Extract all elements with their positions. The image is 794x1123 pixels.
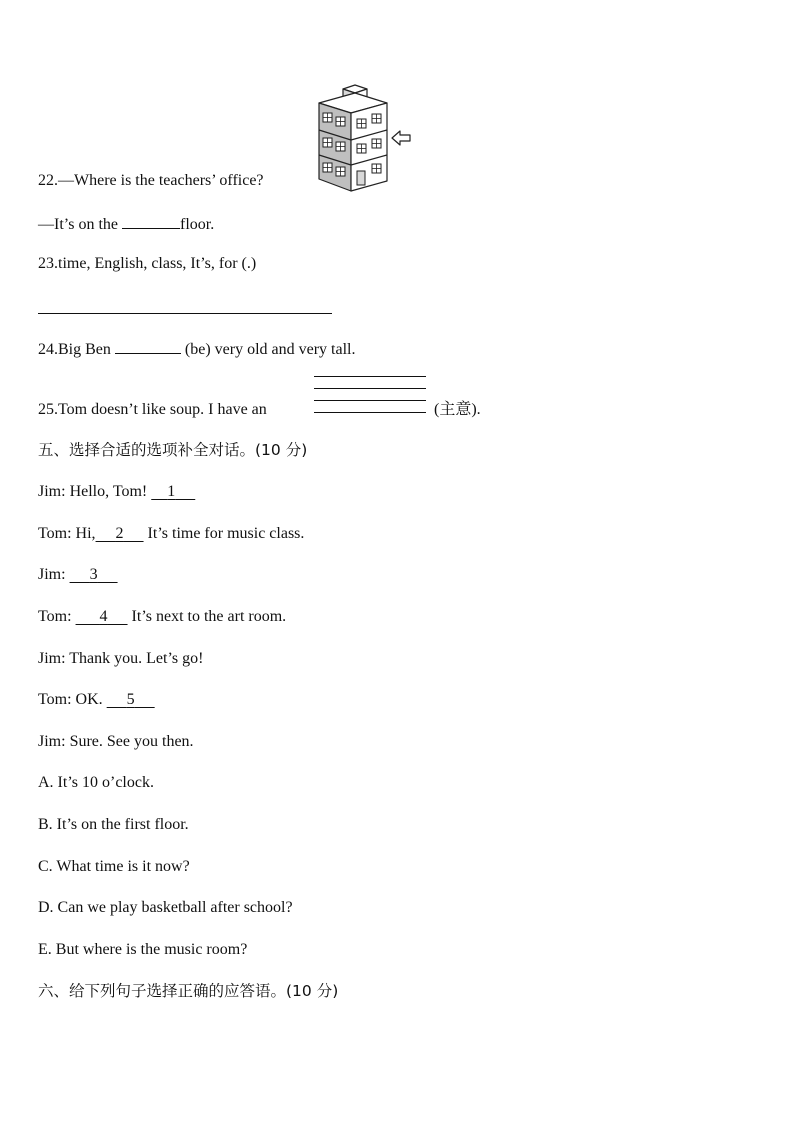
question-25-hint — [434, 400, 481, 420]
option-b — [38, 815, 189, 835]
blank-number: 3 — [89, 566, 98, 583]
option-e — [38, 940, 247, 960]
section-6-title-text: 六、给下列句子选择正确的应答语。(10 分) — [38, 982, 339, 1000]
dialog-text: Sure. See you then. — [69, 733, 194, 750]
dialog-line — [38, 690, 155, 710]
answer-line — [314, 376, 426, 377]
option-d — [38, 898, 293, 918]
dialog-line — [38, 482, 195, 502]
option-text: D. Can we play basketball after school? — [38, 899, 293, 916]
question-24-suffix: (be) very old and very tall. — [184, 341, 356, 358]
question-25-prefix: 25.Tom doesn’t like soup. I have an — [38, 401, 267, 418]
dialog-blank[interactable] — [96, 525, 144, 542]
question-22-text: 22.—Where is the teachers’ office? — [38, 172, 264, 189]
section-5-title-text: 五、选择合适的选项补全对话。(10 分) — [38, 441, 308, 459]
dialog-speaker: Tom: — [38, 525, 72, 542]
option-c — [38, 857, 190, 877]
question-24-prefix: 24.Big Ben — [38, 341, 111, 358]
answer-blank[interactable] — [122, 212, 180, 229]
dialog-text: Hello, Tom! — [69, 483, 148, 500]
question-25 — [38, 400, 267, 420]
option-text: A. It’s 10 o’clock. — [38, 774, 154, 791]
option-text: C. What time is it now? — [38, 858, 190, 875]
building-icon — [315, 83, 415, 193]
dialog-text: OK. — [75, 691, 103, 708]
question-23-text: 23.time, English, class, It’s, for (.) — [38, 255, 257, 272]
question-22 — [38, 171, 264, 191]
dialog-blank[interactable] — [151, 483, 195, 500]
dialog-line — [38, 732, 194, 752]
answer-line[interactable] — [314, 412, 426, 413]
answer-suffix: floor. — [180, 216, 215, 233]
dialog-speaker: Tom: — [38, 691, 72, 708]
dialog-blank[interactable] — [76, 608, 128, 625]
dialog-line — [38, 607, 286, 627]
dialog-text: Hi, — [75, 525, 96, 542]
blank-number: 2 — [115, 525, 124, 542]
answer-blank[interactable] — [115, 337, 181, 354]
blank-number: 1 — [167, 483, 176, 500]
dialog-text: Thank you. Let’s go! — [69, 650, 204, 667]
dialog-speaker: Jim: — [38, 650, 66, 667]
dialog-blank[interactable] — [107, 691, 155, 708]
dialog-line — [38, 524, 304, 544]
blank-number: 5 — [126, 691, 135, 708]
dialog-speaker: Jim: — [38, 566, 66, 583]
dialog-text: It’s time for music class. — [147, 525, 305, 542]
dialog-text: It’s next to the art room. — [131, 608, 287, 625]
dialog-blank[interactable] — [70, 566, 118, 583]
section-6-title — [38, 981, 338, 1001]
answer-line — [314, 388, 426, 389]
section-5-title — [38, 440, 307, 460]
question-24 — [38, 337, 356, 360]
question-25-suffix: (主意). — [434, 401, 481, 418]
question-23 — [38, 254, 256, 274]
answer-line — [314, 400, 426, 401]
blank-number: 4 — [99, 608, 108, 625]
answer-line[interactable] — [38, 313, 332, 314]
dialog-speaker: Tom: — [38, 608, 72, 625]
dialog-line — [38, 649, 203, 669]
option-a — [38, 773, 154, 793]
dialog-line — [38, 565, 118, 585]
dialog-speaker: Jim: — [38, 733, 66, 750]
answer-prefix: —It’s on the — [38, 216, 118, 233]
option-text: E. But where is the music room? — [38, 941, 248, 958]
option-text: B. It’s on the first floor. — [38, 816, 189, 833]
question-22-answer — [38, 212, 214, 235]
dialog-speaker: Jim: — [38, 483, 66, 500]
